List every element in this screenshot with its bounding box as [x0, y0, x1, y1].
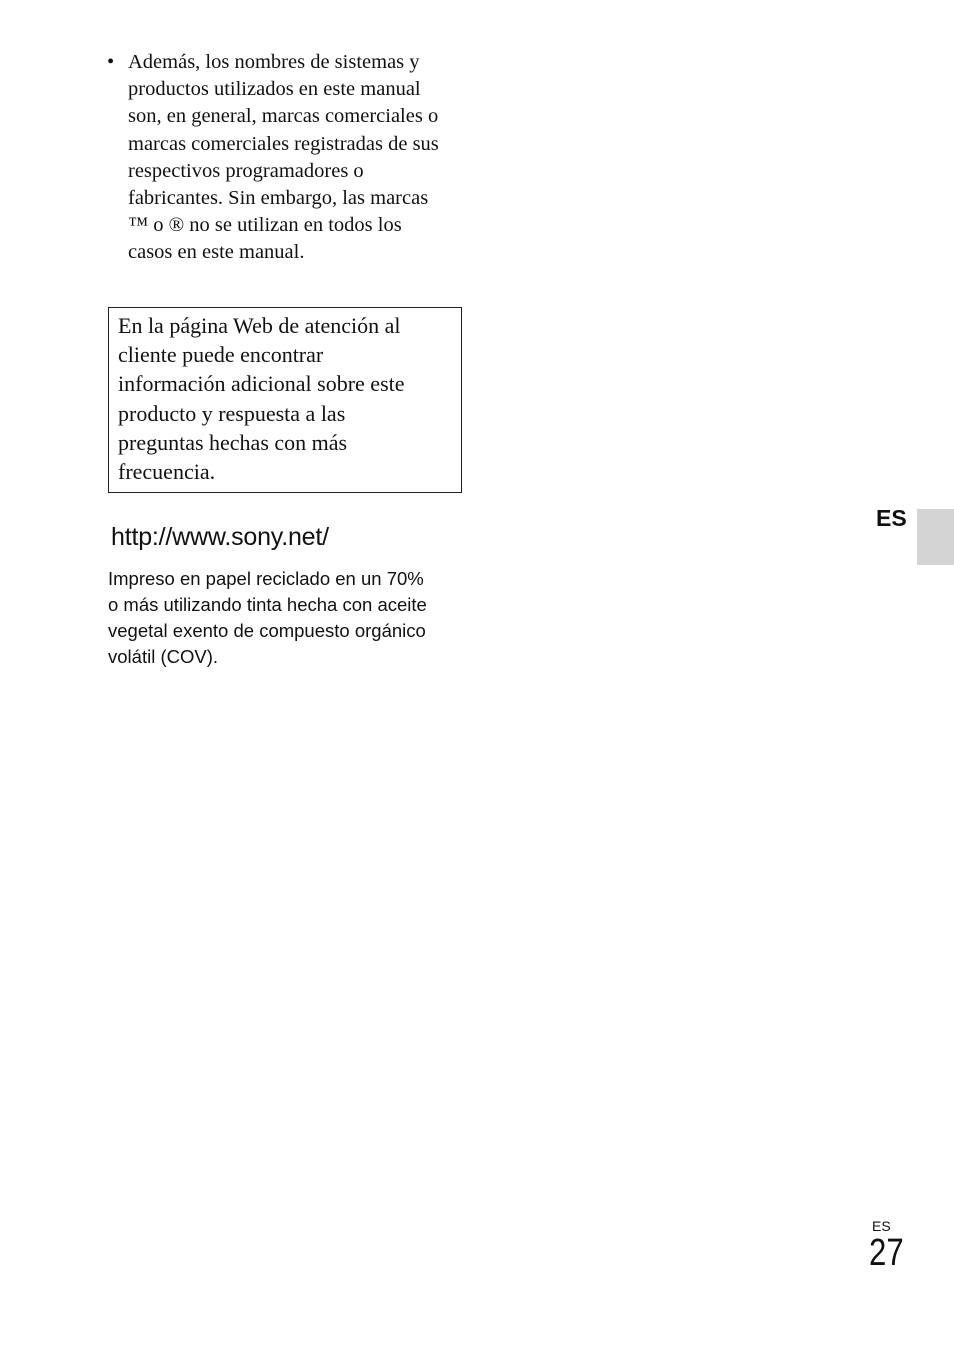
support-info-box: En la página Web de atención al cliente puede encontrar información adicional sobre este producto y respuesta a las preguntas hechas con más frecuencia.: [108, 307, 462, 493]
trademark-note: [104, 49, 464, 267]
bullet-mark: •: [107, 51, 115, 73]
language-tab-label: ES: [876, 505, 907, 531]
recycled-paper-note: Impreso en papel reciclado en un 70% o más utilizando tinta hecha con aceite vegetal exento de compuesto orgánico volátil (COV).: [108, 568, 427, 667]
page-number: 27: [869, 1232, 904, 1274]
support-url-link[interactable]: http://www.sony.net/: [111, 523, 329, 551]
trademark-note-text: Además, los nombres de sistemas y productos utilizados en este manual son, en general, marcas comerciales o marcas comerciales registradas de sus respectivos programadores o fabricantes. Sin embargo, las marcas ™ o ® no se utilizan en todos los casos en este manual.: [128, 51, 439, 264]
language-tab-marker: [917, 509, 954, 565]
footer-language-code: ES: [872, 1218, 891, 1234]
